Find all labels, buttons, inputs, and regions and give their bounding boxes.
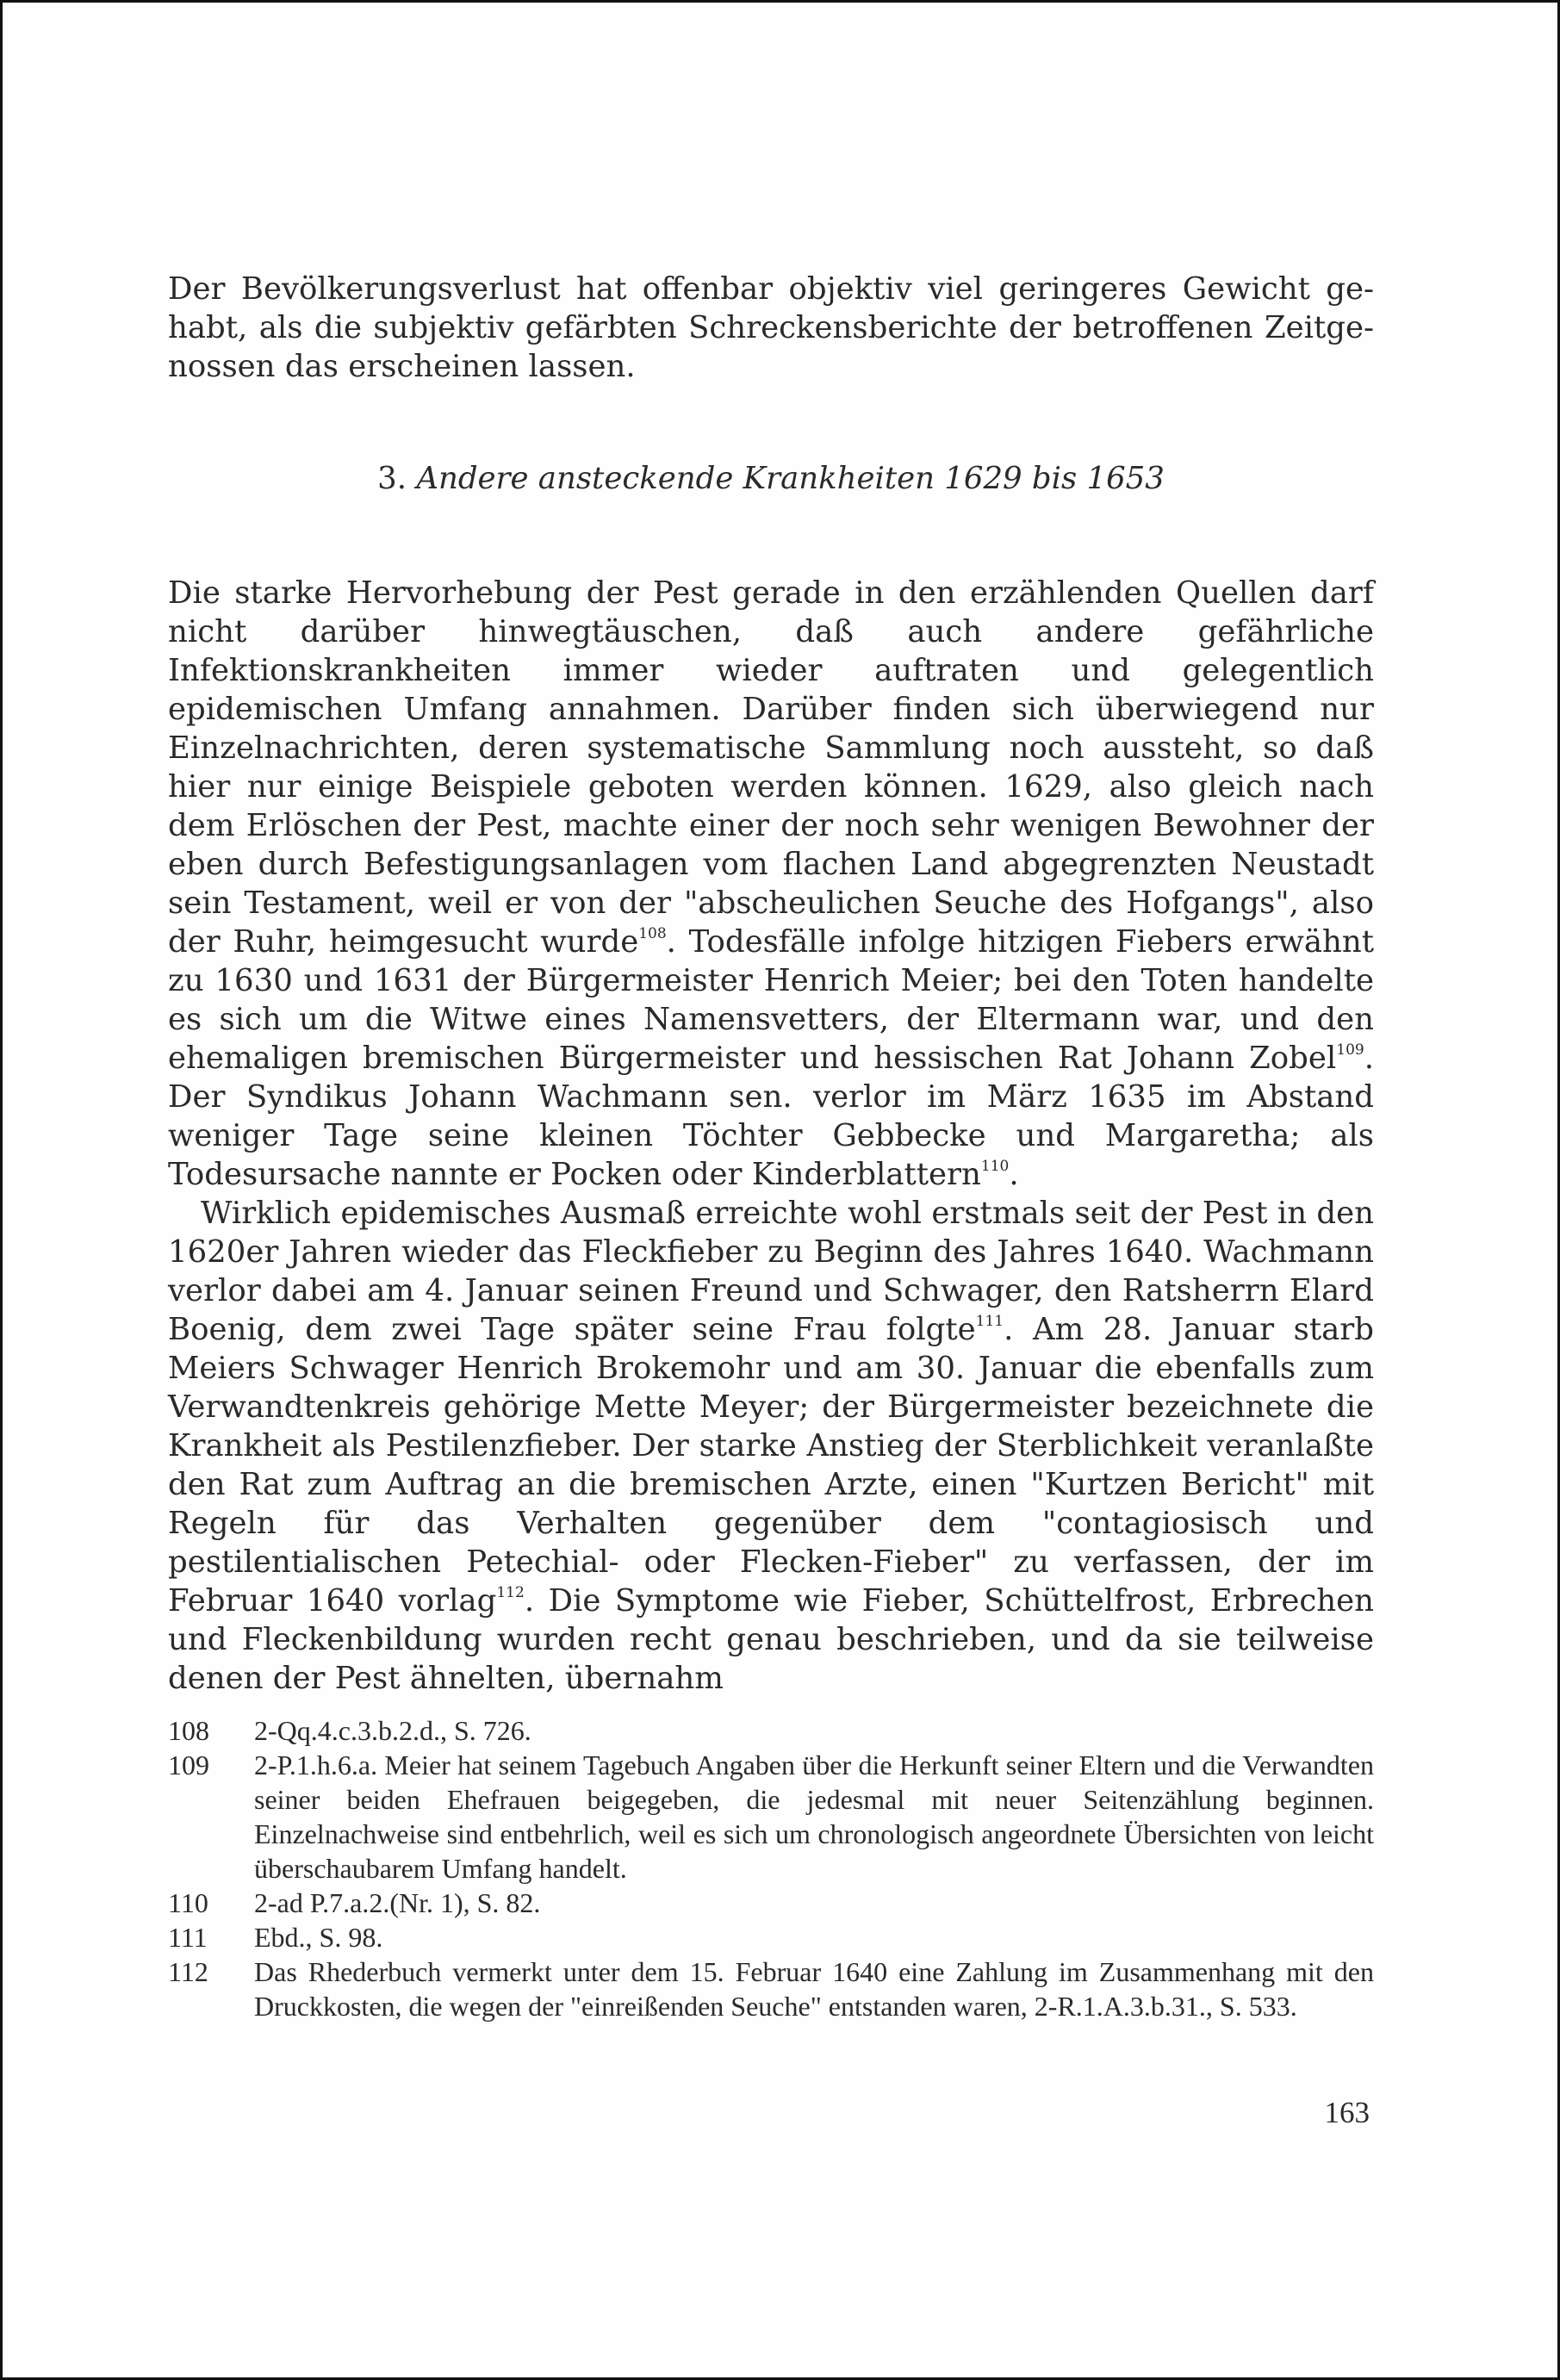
intro-text: Der Bevölkerungsverlust hat offenbar objektiv viel geringeres Gewicht gehabt, als die subjektiv gefärbten Schreckensberichte der betroffenen Zeitgenossen das erscheinen lassen.	[168, 271, 1374, 384]
footnote	[168, 1886, 1374, 1920]
footnote-number: 111	[168, 1922, 208, 1953]
paragraph-2-text: Wirklich epidemisches Ausmaß erreichte wohl erstmals seit der Pest in den 1620er Jahren wieder das Fleckfieber zu Beginn des Jahres 1640. Wachmann verlor dabei am 4. Januar seinen Freund und Schwager, den Ratsherrn Elard Boenig, dem zwei Tage später seine Frau folgte	[168, 1196, 1374, 1347]
page-number: 163	[1324, 2096, 1370, 2129]
footnote-text: 2-P.1.h.6.a. Meier hat seinem Tagebuch Angaben über die Herkunft seiner Eltern und die Verwandten seiner beiden Ehefrauen beigegeben, die jedesmal mit neuer Seitenzählung beginnen. Einzelnachweise sind entbehrlich, weil es sich um chronologisch angeordnete Übersichten von leicht überschaubarem Umfang handelt.	[254, 1749, 1374, 1884]
footnote	[168, 1920, 1374, 1954]
footnote-ref-109[interactable]: 109	[1336, 1041, 1364, 1059]
paragraph-2	[168, 1194, 1374, 1698]
footnote-number: 110	[168, 1887, 208, 1918]
footnote-number: 112	[168, 1956, 208, 1987]
paragraph-1-text: . Der Syndikus Johann Wachmann sen. verlor im März 1635 im Abstand weniger Tage seine kleinen Töchter Gebbecke und Margaretha; als Todesursache nannte er Pocken oder Kinderblattern	[168, 1041, 1374, 1192]
footnote-ref-112[interactable]: 112	[496, 1584, 525, 1601]
paragraph-2-text: . Am 28. Januar starb Meiers Schwager Henrich Brokemohr und am 30. Januar die ebenfalls zum Verwandtenkreis gehörige Mette Meyer; der Bürgermeister bezeichnete die Krankheit als Pestilenzfieber. Der starke Anstieg der Sterblichkeit veranlaßte den Rat zum Auftrag an die bremischen Arzte, einen "Kurtzen Bericht" mit Regeln für das Verhalten gegenüber dem "contagiosisch und pestilentialischen Petechial- oder Flecken-Fieber" zu verfassen, der im Februar 1640 vorlag	[168, 1312, 1375, 1619]
footnote-text: Das Rhederbuch vermerkt unter dem 15. Februar 1640 eine Zahlung im Zusammenhang mit den Druckkosten, die wegen der "einreißenden Seuche" entstanden waren, 2-R.1.A.3.b.31., S. 533.	[254, 1956, 1374, 2022]
paragraph-2-text: . Die Symptome wie Fieber, Schüttelfrost, Erbrechen und Fleckenbildung wurden recht genau beschrieben, und da sie teilweise denen der Pest ähnelten, übernahm	[168, 1583, 1375, 1696]
footnote-ref-108[interactable]: 108	[638, 925, 667, 942]
paragraph-1-text: . Todesfälle infolge hitzigen Fiebers erwähnt zu 1630 und 1631 der Bürgermeister Henrich Meier; bei den Toten handelte es sich um die Witwe eines Namensvetters, der Eltermann war, und den ehemaligen bremischen Bürgermeister und hessischen Rat Johann Zobel	[168, 924, 1374, 1076]
footnote-number: 108	[168, 1715, 209, 1746]
footnote-text: 2-ad P.7.a.2.(Nr. 1), S. 82.	[254, 1887, 541, 1918]
footnote-ref-111[interactable]: 111	[975, 1313, 1004, 1330]
footnote	[168, 1713, 1374, 1748]
footnote-text: 2-Qq.4.c.3.b.2.d., S. 726.	[254, 1715, 531, 1746]
footnote-text: Ebd., S. 98.	[254, 1922, 383, 1953]
paragraph-1-text: Die starke Hervorhebung der Pest gerade in den erzählenden Quellen darf nicht darüber hinwegtäuschen, daß auch andere gefährliche Infektionskrankheiten immer wieder auftraten und gelegentlich epidemischen Umfang annahmen. Darüber finden sich überwiegend nur Einzelnachrichten, deren systematische Sammlung noch aussteht, so daß hier nur einige Beispiele geboten werden können. 1629, also gleich nach dem Erlöschen der Pest, machte einer der noch sehr wenigen Bewohner der eben durch Befestigungsanlagen vom flachen Land abgegrenzten Neustadt sein Testament, weil er von der "abscheulichen Seuche des Hofgangs", also der Ruhr, heimgesucht wurde	[168, 575, 1374, 960]
section-title: Andere ansteckende Krankheiten 1629 bis 1653	[416, 461, 1165, 496]
footnote	[168, 1748, 1374, 1886]
footnote	[168, 1954, 1374, 2023]
footnotes	[168, 1713, 1374, 2023]
footnote-ref-110[interactable]: 110	[980, 1158, 1010, 1175]
intro-paragraph	[168, 270, 1374, 386]
section-heading	[168, 459, 1374, 498]
paragraph-1	[168, 574, 1374, 1194]
paragraph-1-text: .	[1009, 1157, 1019, 1192]
body-text	[168, 574, 1374, 1698]
footnote-number: 109	[168, 1749, 209, 1780]
section-number: 3.	[377, 461, 407, 496]
